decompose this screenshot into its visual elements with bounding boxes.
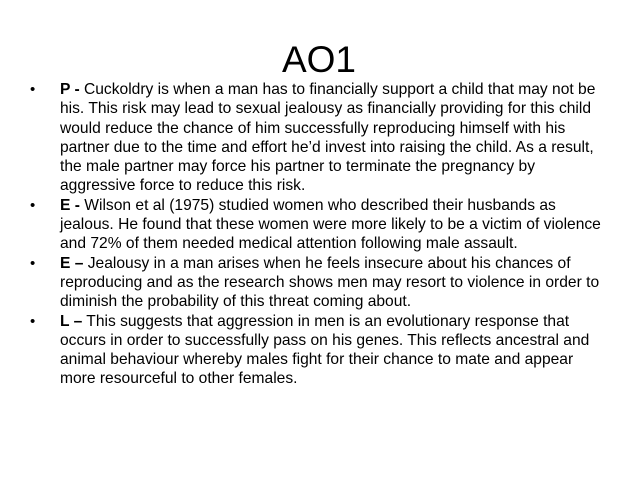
bullet-icon: •	[30, 196, 36, 214]
bullet-text: Jealousy in a man arises when he feels insecure about his chances of reproducing and as the research shows men may resort to violence in order to diminish the probability of this threat coming about.	[60, 254, 600, 311]
bullet-point-link	[30, 312, 605, 389]
bullet-key-label: L –	[60, 312, 83, 330]
bullet-text: Cuckoldry is when a man has to financially support a child that may not be his. This risk may lead to sexual jealousy as financially providing for this child would reduce the chance of him successfully reproducing himself with his partner due to the time and effort he’d invest into raising the child. As a result, the male partner may force his partner to terminate the pregnancy by aggressive force to reduce this risk.	[60, 81, 596, 195]
slide-title: AO1	[281, 39, 357, 80]
bullet-key-label: E –	[60, 254, 84, 272]
bullet-point-evidence	[30, 196, 605, 254]
bullet-point-explain	[30, 254, 605, 312]
bullet-list	[30, 80, 605, 389]
bullet-text: This suggests that aggression in men is an evolutionary response that occurs in order to successfully pass on his genes. This reflects ancestral and animal behaviour whereby males fight for their chance to mate and appear more resourceful to other females.	[60, 312, 590, 388]
bullet-icon: •	[30, 81, 36, 98]
bullet-key-label: P -	[60, 81, 80, 98]
bullet-key-label: E -	[60, 196, 80, 214]
bullet-icon: •	[30, 254, 36, 272]
bullet-point-point	[30, 80, 605, 196]
bullet-text: Wilson et al (1975) studied women who described their husbands as jealous. He found that these women were more likely to be a victim of violence and 72% of them needed medical attention following male assault.	[60, 196, 601, 253]
bullet-icon: •	[30, 312, 36, 330]
